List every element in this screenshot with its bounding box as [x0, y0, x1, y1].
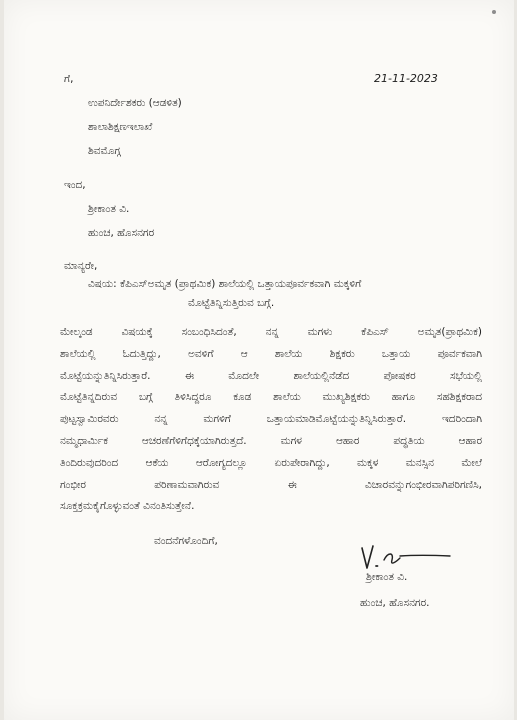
- greeting: ಮಾನ್ಯರೇ,: [64, 260, 98, 272]
- signature-place: ಹುಂಚ, ಹೊಸನಗರ.: [360, 597, 430, 609]
- body-line: ನಮ್ಮಧಾರ್ಮಿಕ ಆಚರಣೆಗೆಳಿಗೆಧಕ್ಕೆಯಾಗಿರುತ್ತದೆ. ಮಗಳ ಆಹಾರ ಪದ್ಧತಿಯ ಆಹಾರ: [60, 434, 482, 447]
- from-salutation: ಇಂದ,: [64, 179, 86, 191]
- corner-dot: [492, 10, 496, 14]
- body-line: ಮೊಟ್ಟೆತಿನ್ನದಿರುವ ಬಗ್ಗೆ ತಿಳಿಸಿದ್ದರೂ ಕೂಡ ಶಾಲೆಯ ಮುಖ್ಯಶಿಕ್ಷಕರು ಹಾಗೂ ಸಹಶಿಕ್ಷಕರಾದ: [60, 391, 482, 404]
- recipient-line: ಶಾಲಾಶಿಕ್ಷಣಇಲಾಖೆ: [88, 121, 153, 133]
- body-line: ಮೇಲ್ಕಂಡ ವಿಷಯಕ್ಕೆ ಸಂಬಂಧಿಸಿದಂತೆ, ನನ್ನ ಮಗಳು ಕೆಪಿಎಸ್ ಅಮೃತ(ಪ್ರಾಥಮಿಕ): [60, 326, 482, 338]
- subject-line: ವಿಷಯ: ಕೆಪಿಎಸ್ಅಮೃತ (ಪ್ರಾಥಮಿಕ) ಶಾಲೆಯಲ್ಲಿ ಒತ್ತಾಯಪೂರ್ವಕವಾಗಿ ಮಕ್ಕಳಿಗೆ: [88, 278, 362, 290]
- body-line: ಮೊಟ್ಟೆಯನ್ನುತಿನ್ನಿಸಿರುತ್ತಾರೆ. ಈ ಮೊದಲೇ ಶಾಲೆಯಲ್ಲಿನೆಡೆದ ಪೋಷಕರ ಸಭೆಯಲ್ಲಿ: [60, 369, 482, 382]
- sender-line: ಶ್ರೀಕಾಂತ ವಿ.: [88, 203, 130, 215]
- body-line: ಸೂಕ್ತಕ್ರಮಕೈಗೊಳ್ಳುವಂತೆ ವಿನಂತಿಸುತ್ತೇನೆ.: [60, 500, 195, 513]
- letter-date: 21-11-2023: [374, 72, 438, 85]
- sender-line: ಹುಂಚ, ಹೊಸನಗರ: [88, 227, 155, 239]
- letter-body: [60, 322, 482, 518]
- closing: ವಂದನೆಗಳೊಂದಿಗೆ,: [154, 535, 218, 547]
- body-line: ತಿಂದಿರುವುದರಿಂದ ಆಕೆಯ ಆರೋಗ್ಯದಲ್ಲೂ ಏರುಪೇರಾಗಿದ್ದು, ಮಕ್ಕಳ ಮನಸ್ಸಿನ ಮೇಲೆ: [60, 456, 482, 469]
- recipient-line: ಉಪನಿರ್ದೇಶಕರು (ಆಡಳಿತ): [88, 97, 182, 109]
- letter-page: [4, 0, 514, 720]
- body-line: ಗಂಭೀರ ಪರಿಣಾಮವಾಗಿರುವ ಈ ವಿಚಾರವನ್ನುಗಂಭೀರವಾಗಿಪರಿಗಣಿಸಿ,: [60, 478, 482, 491]
- signature-name: ಶ್ರೀಕಾಂತ ವಿ.: [366, 571, 408, 583]
- to-salutation: ಗೆ,: [64, 73, 74, 85]
- body-line: ಪುಟ್ಟಸ್ವಾಮಿರವರು ನನ್ನ ಮಗಳಿಗೆ ಒತ್ತಾಯಮಾಡಿಮೊಟ್ಟೆಯನ್ನುತಿನ್ನಿಸಿರುತ್ತಾರೆ. ಇದರಿಂದಾಗಿ: [60, 413, 482, 426]
- subject-line: ಮೊಟ್ಟೆತಿನ್ನಿಸುತ್ತಿರುವ ಬಗ್ಗೆ.: [188, 297, 275, 309]
- handwritten-signature: [354, 538, 454, 574]
- recipient-line: ಶಿವಮೊಗ್ಗ: [88, 145, 121, 157]
- body-line: ಶಾಲೆಯಲ್ಲಿ ಓದುತ್ತಿದ್ದು, ಅವಳಿಗೆ ಆ ಶಾಲೆಯ ಶಿಕ್ಷಕರು ಒತ್ತಾಯ ಪೂರ್ವಕವಾಗಿ: [60, 347, 482, 360]
